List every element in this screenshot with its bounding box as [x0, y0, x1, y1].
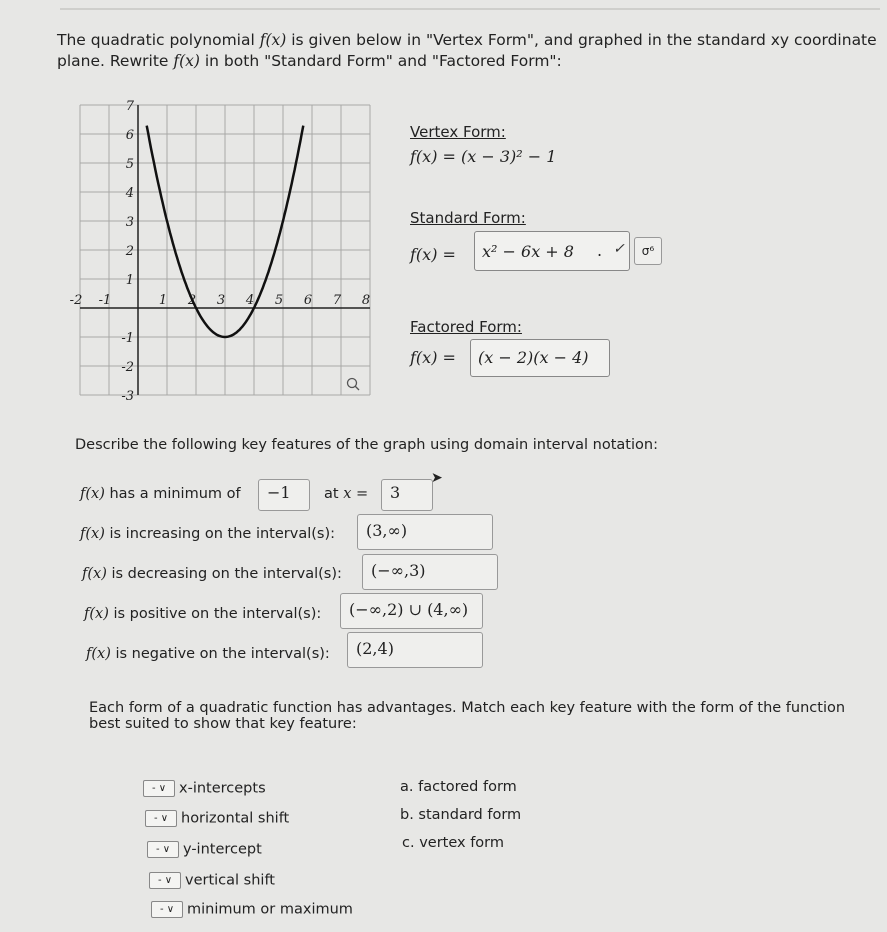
x-tick-label: 1	[158, 293, 168, 308]
option-vertex: c. vertex form	[402, 835, 505, 851]
increasing-row-label: f(x) is increasing on the interval(s):	[80, 526, 335, 542]
factored-fx: f(x) =	[410, 348, 456, 367]
x-tick-label: 7	[332, 293, 342, 308]
x-tick-label: 3	[216, 293, 226, 308]
match-heading: Each form of a quadratic function has advantages. Match each key feature with the form of the function best suited to show that key feature:	[89, 700, 846, 732]
option-factored: a. factored form	[400, 779, 517, 795]
mouse-cursor-icon: ➤	[431, 470, 443, 486]
y-tick-label: 7	[125, 99, 134, 114]
increasing-interval-input[interactable]: (3,∞)	[357, 514, 493, 550]
check-icon: ✓	[613, 241, 625, 257]
standard-form-input[interactable]	[474, 231, 630, 271]
top-divider	[60, 8, 880, 10]
standard-form-value: x² − 6x + 8	[482, 242, 574, 261]
factored-form-value: (x − 2)(x − 4)	[478, 348, 589, 367]
positive-interval-input[interactable]: (−∞,2) ∪ (4,∞)	[340, 593, 483, 629]
match-select[interactable]: - ∨	[143, 780, 175, 797]
match-item-label: x-intercepts	[179, 780, 266, 797]
cursor-dot: .	[597, 241, 603, 260]
minimum-value-input[interactable]: −1	[258, 479, 310, 511]
vertex-form-label: Vertex Form:	[410, 123, 506, 141]
match-row	[149, 872, 275, 889]
minimum-row: f(x) has a minimum of	[80, 486, 241, 502]
y-tick-label: 3	[125, 215, 134, 230]
x-tick-label: -2	[69, 293, 83, 308]
y-tick-label: -2	[121, 360, 134, 375]
standard-form-label: Standard Form:	[410, 209, 526, 227]
symbol-button[interactable]: σ⁶	[634, 237, 662, 265]
option-standard: b. standard form	[400, 807, 522, 823]
negative-interval-input[interactable]: (2,4)	[347, 632, 483, 668]
match-row	[143, 780, 266, 797]
y-tick-label: 2	[125, 244, 134, 259]
match-select[interactable]: - ∨	[151, 901, 183, 918]
match-select[interactable]: - ∨	[149, 872, 181, 889]
y-tick-label: 1	[125, 273, 134, 288]
parabola-graph	[69, 95, 375, 405]
decreasing-interval-input[interactable]: (−∞,3)	[362, 554, 498, 590]
match-row	[151, 901, 353, 918]
x-tick-label: 4	[245, 293, 255, 308]
y-tick-label: 4	[125, 186, 134, 201]
x-tick-label: 6	[303, 293, 313, 308]
negative-row-label: f(x) is negative on the interval(s):	[86, 646, 330, 662]
match-item-label: minimum or maximum	[187, 901, 353, 918]
factored-form-label: Factored Form:	[410, 318, 522, 336]
y-tick-label: 5	[125, 157, 134, 172]
positive-row-label: f(x) is positive on the interval(s):	[84, 606, 322, 622]
standard-fx: f(x) =	[410, 245, 456, 264]
match-select[interactable]: - ∨	[145, 810, 177, 827]
y-tick-label: 6	[125, 128, 134, 143]
match-row	[147, 841, 262, 858]
vertex-form-equation: f(x) = (x − 3)² − 1	[410, 147, 557, 166]
minimum-at-label: at x =	[324, 486, 369, 502]
factored-form-input[interactable]	[470, 339, 610, 377]
match-item-label: vertical shift	[185, 872, 275, 889]
match-select[interactable]: - ∨	[147, 841, 179, 858]
match-item-label: horizontal shift	[181, 810, 290, 827]
x-tick-label: 5	[274, 293, 284, 308]
x-tick-label: -1	[98, 293, 112, 308]
y-tick-label: -3	[121, 389, 134, 404]
minimum-x-input[interactable]: 3	[381, 479, 433, 511]
features-heading: Describe the following key features of the graph using domain interval notation:	[75, 437, 658, 453]
decreasing-row-label: f(x) is decreasing on the interval(s):	[82, 566, 342, 582]
x-tick-label: 2	[187, 293, 197, 308]
match-item-label: y-intercept	[183, 841, 262, 858]
question-text: The quadratic polynomial f(x) is given below in "Vertex Form", and graphed in the standard xy coordinate plane. Rewrite f(x) in both "Standard Form" and "Factored Form":	[57, 31, 877, 70]
x-tick-label: 8	[361, 293, 371, 308]
magnifier-icon[interactable]	[348, 379, 360, 391]
match-row	[145, 810, 289, 827]
y-tick-label: -1	[121, 331, 134, 346]
